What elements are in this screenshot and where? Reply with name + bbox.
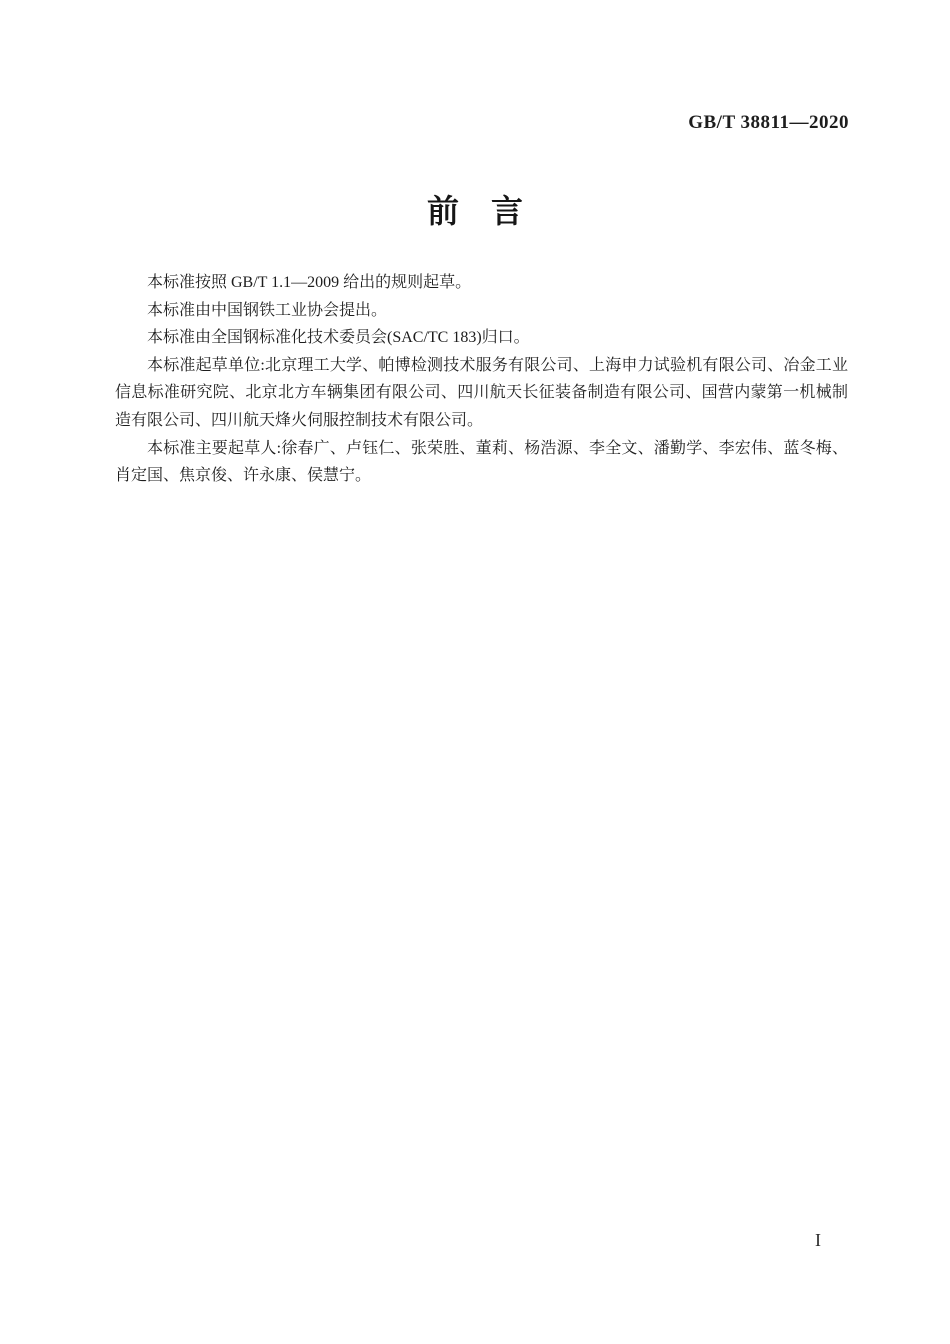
foreword-paragraph: 本标准由中国钢铁工业协会提出。 — [147, 301, 388, 319]
standard-code: GB/T 38811—2020 — [688, 112, 849, 133]
foreword-paragraph: 本标准主要起草人:徐春广、卢钰仁、张荣胜、董莉、杨浩源、李全文、潘勤学、李宏伟、蓝冬梅、肖定国、焦京俊、许永康、侯慧宁。 — [115, 439, 848, 485]
foreword-paragraph: 本标准起草单位:北京理工大学、帕博检测技术服务有限公司、上海申力试验机有限公司、冶金工业信息标准研究院、北京北方车辆集团有限公司、四川航天长征装备制造有限公司、国营内蒙第一机械制造有限公司、四川航天烽火伺服控制技术有限公司。 — [115, 356, 848, 429]
page-number: I — [815, 1230, 821, 1250]
foreword-paragraph: 本标准由全国钢标准化技术委员会(SAC/TC 183)归口。 — [147, 329, 530, 347]
foreword-body — [115, 269, 848, 490]
page-title: 前言 — [426, 193, 555, 229]
foreword-paragraph: 本标准按照 GB/T 1.1—2009 给出的规则起草。 — [147, 274, 472, 291]
